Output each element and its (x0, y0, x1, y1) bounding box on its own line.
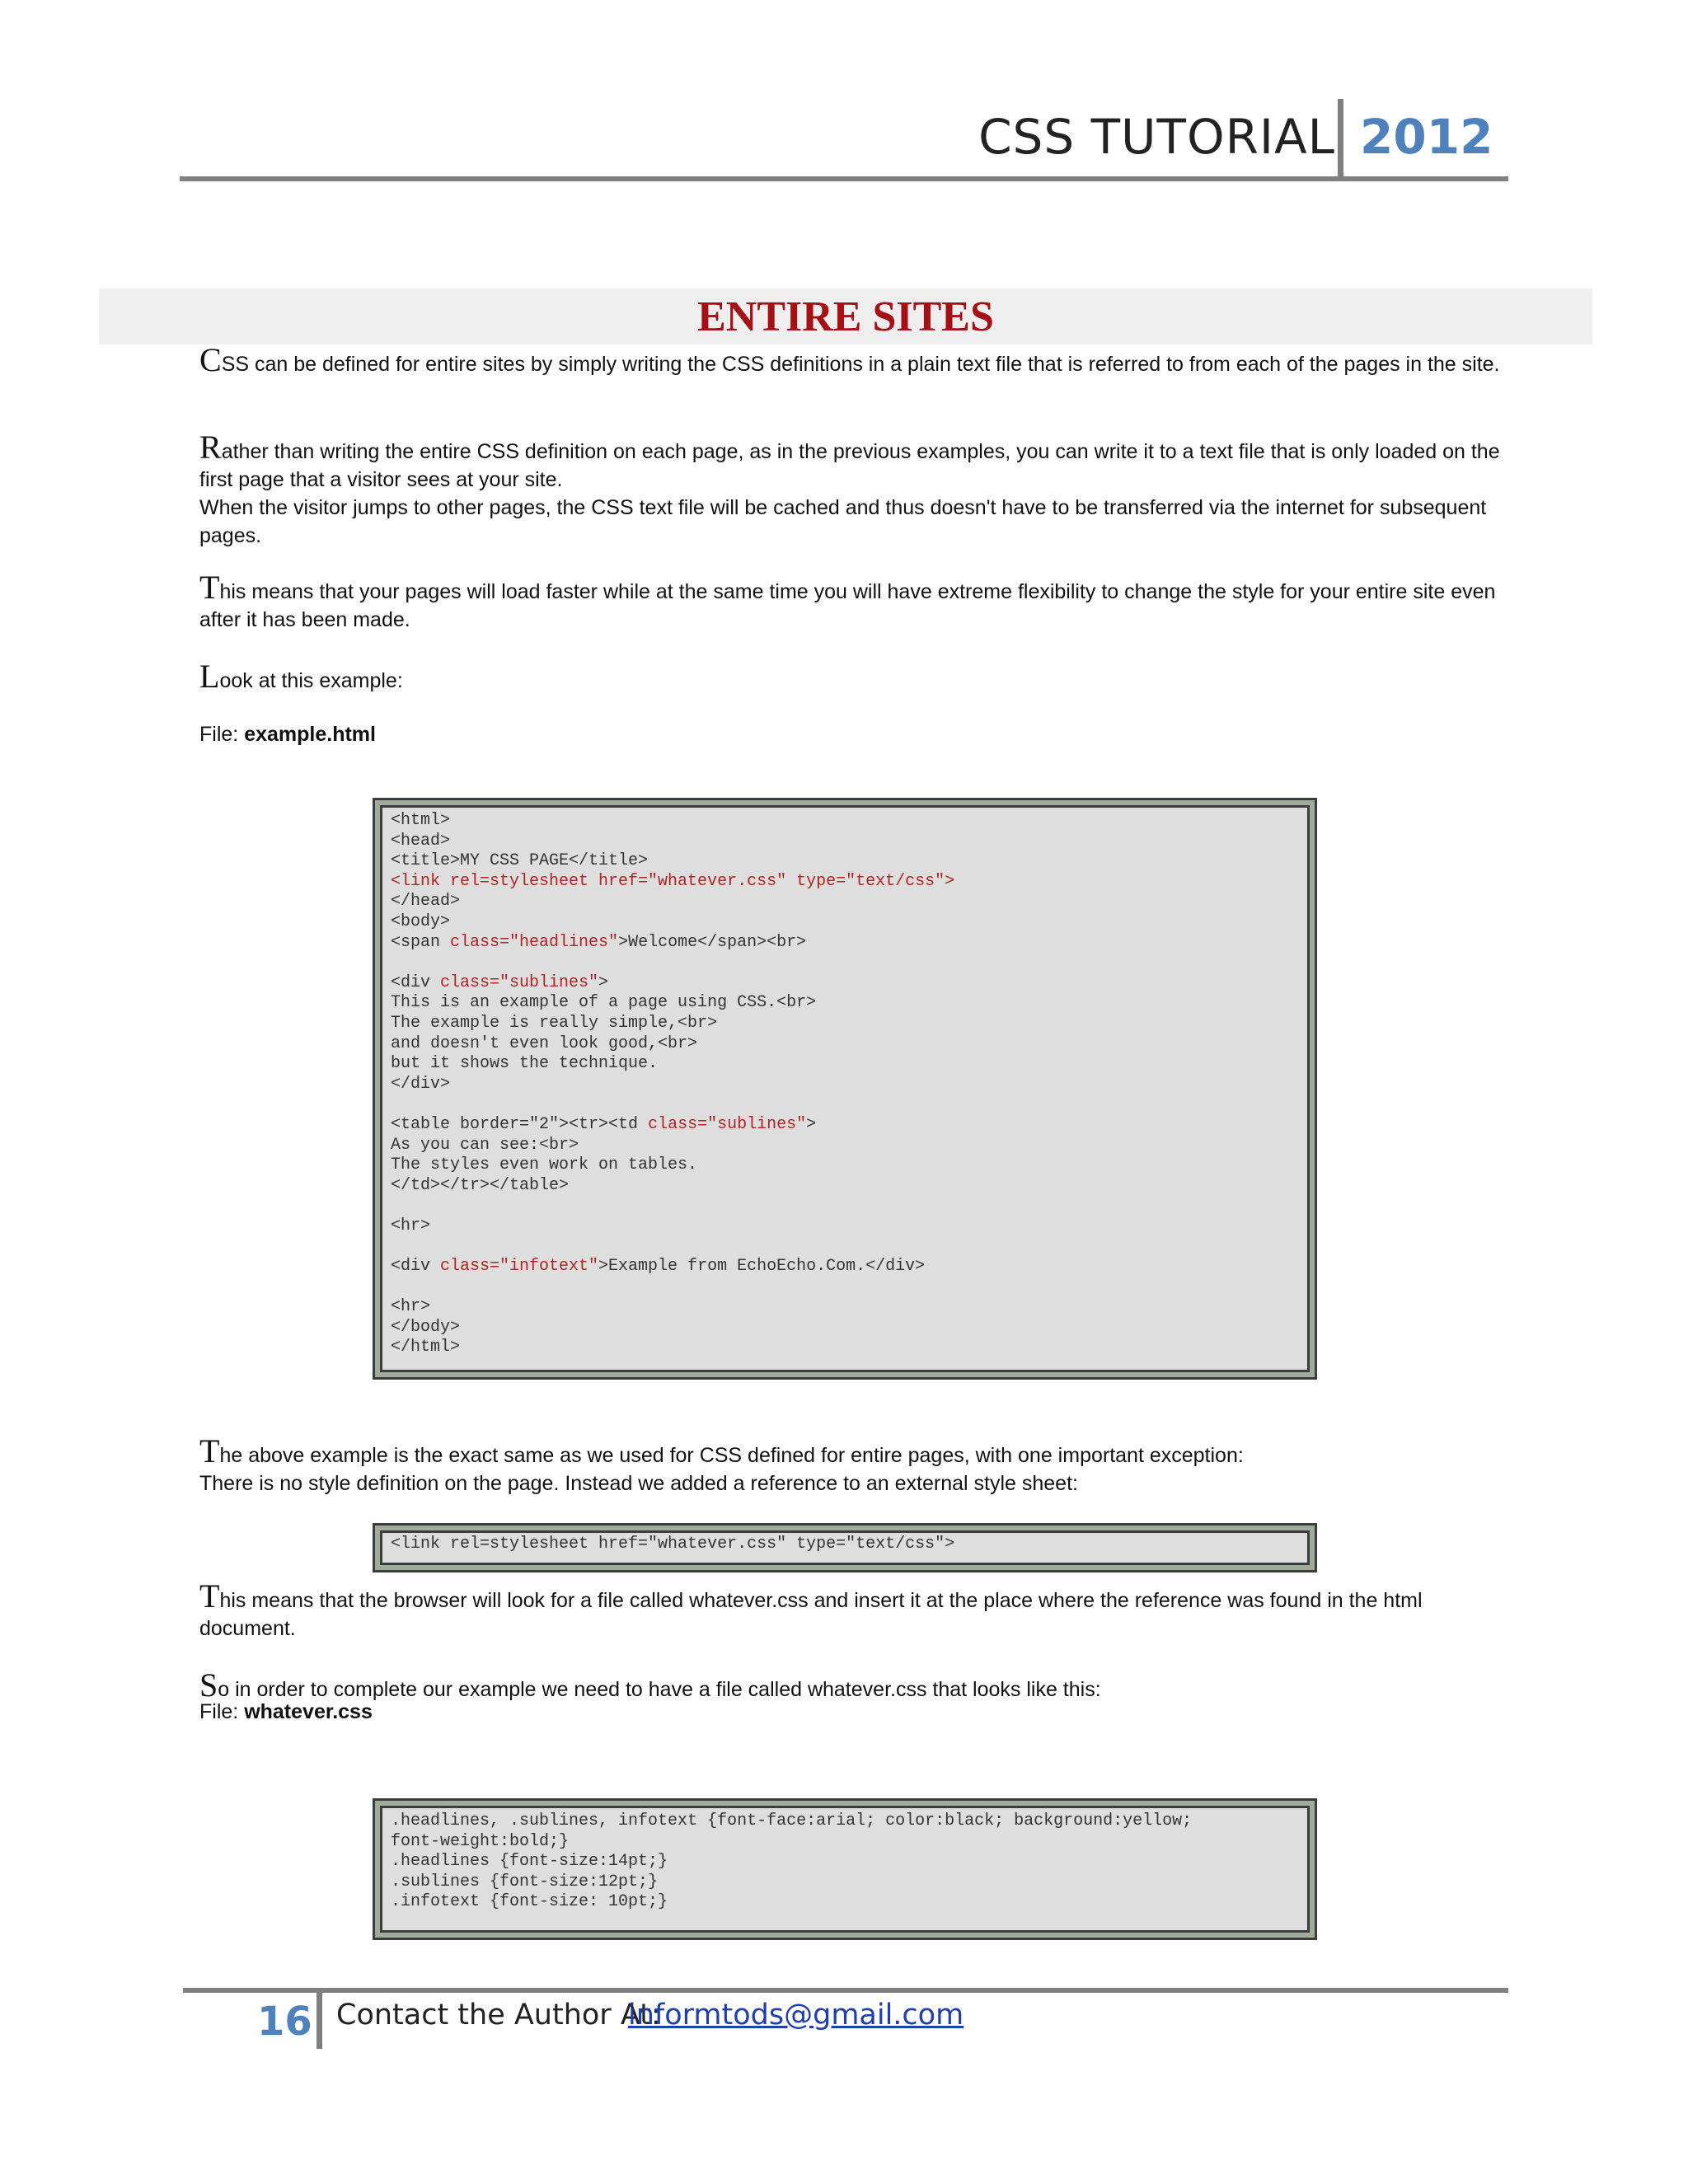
code-line: <html> (391, 811, 451, 830)
author-email-link[interactable]: informtods@gmail.com (628, 1999, 964, 2032)
code-line: <title>MY CSS PAGE</title> (391, 851, 649, 871)
code-line: .headlines {font-size:14pt;} (391, 1852, 668, 1872)
file-label-css: File: whatever.css (199, 1700, 373, 1723)
drop-initial: T (199, 1577, 220, 1615)
drop-initial: C (199, 341, 222, 378)
code-block-example-html (373, 798, 1317, 1380)
code-line: The styles even work on tables. (391, 1155, 698, 1175)
code-line: <span class="headlines">Welcome</span><br> (391, 932, 807, 952)
file-name: example.html (244, 723, 376, 746)
paragraph-rather: Rather than writing the entire CSS definition on each page, as in the previous examples, you can write it to a text file that is only loaded on the first page that a visitor sees at your site. When the visitor jumps to other pages, the CSS text file will be cached and thus doesn't have to be transferred via the internet for subsequent pages. (199, 429, 1500, 547)
section-heading: ENTIRE SITES (697, 293, 994, 340)
code-line: <hr> (391, 1297, 431, 1317)
file-name: whatever.css (244, 1700, 373, 1723)
code-line: The example is really simple,<br> (391, 1013, 718, 1033)
code-line: </div> (391, 1074, 451, 1094)
code-text: <link rel=stylesheet href="whatever.css" type="text/css"> (391, 1535, 955, 1554)
contact-label: Contact the Author At: (336, 1999, 661, 2032)
code-line: <table border="2"><tr><td class="sublines"> (391, 1114, 817, 1134)
code-line: <div class="infotext">Example from EchoEcho.Com.</div> (391, 1257, 926, 1277)
code-block-whatever-css (373, 1798, 1317, 1940)
code-line: <hr> (391, 1216, 431, 1235)
header-year: 2012 (1360, 109, 1493, 165)
code-line: .sublines {font-size:12pt;} (391, 1872, 659, 1891)
footer-rule (183, 1988, 1508, 1993)
code-line: </body> (391, 1317, 461, 1337)
drop-initial: L (199, 658, 220, 695)
paragraph-load-faster: This means that your pages will load faster while at the same time you will have extreme flexibility to change the style for your entire site even after it has been made. (199, 569, 1496, 631)
header-rule (180, 176, 1508, 181)
drop-initial: T (199, 569, 220, 606)
paragraph-browser: This means that the browser will look for a file called whatever.css and insert it at the place where the reference was found in the html document. (199, 1577, 1423, 1640)
page-number: 16 (257, 1999, 312, 2045)
footer-divider (316, 1993, 322, 2049)
paragraph-intro: CSS can be defined for entire sites by simply writing the CSS definitions in a plain text file that is referred to from each of the pages in the site. (199, 341, 1500, 378)
code-line: <link rel=stylesheet href="whatever.css" type="text/css"> (391, 871, 955, 891)
paragraph-above-example: The above example is the exact same as we used for CSS defined for entire pages, with one important exception: There is no style definition on the page. Instead we added a reference to an external style sheet: (199, 1432, 1244, 1495)
paragraph-look: Look at this example: (199, 658, 403, 695)
code-block-link (373, 1523, 1317, 1572)
code-text (391, 1811, 1299, 1913)
file-label-html: File: example.html (199, 723, 376, 746)
code-line: This is an example of a page using CSS.<br> (391, 993, 817, 1013)
drop-initial: T (199, 1432, 220, 1469)
code-line: font-weight:bold;} (391, 1831, 570, 1851)
code-line: <head> (391, 831, 451, 851)
code-line: <div class="sublines"> (391, 972, 609, 992)
drop-initial: R (199, 429, 222, 466)
code-line: <body> (391, 912, 451, 931)
code-line: .infotext {font-size: 10pt;} (391, 1892, 668, 1912)
code-line: but it shows the technique. (391, 1054, 659, 1074)
drop-initial: S (199, 1666, 218, 1704)
code-line: .headlines, .sublines, infotext {font-face:arial; color:black; background:yellow; (391, 1811, 1193, 1830)
code-line: As you can see:<br> (391, 1135, 579, 1155)
code-text (391, 811, 1299, 1358)
header-divider (1338, 99, 1343, 181)
code-line: and doesn't even look good,<br> (391, 1033, 698, 1053)
header-title: CSS TUTORIAL (978, 109, 1335, 165)
code-line: </td></tr></table> (391, 1175, 570, 1195)
code-line: </head> (391, 892, 461, 912)
code-line: </html> (391, 1338, 461, 1357)
paragraph-complete: So in order to complete our example we need to have a file called whatever.css that looks like this: (199, 1666, 1101, 1704)
